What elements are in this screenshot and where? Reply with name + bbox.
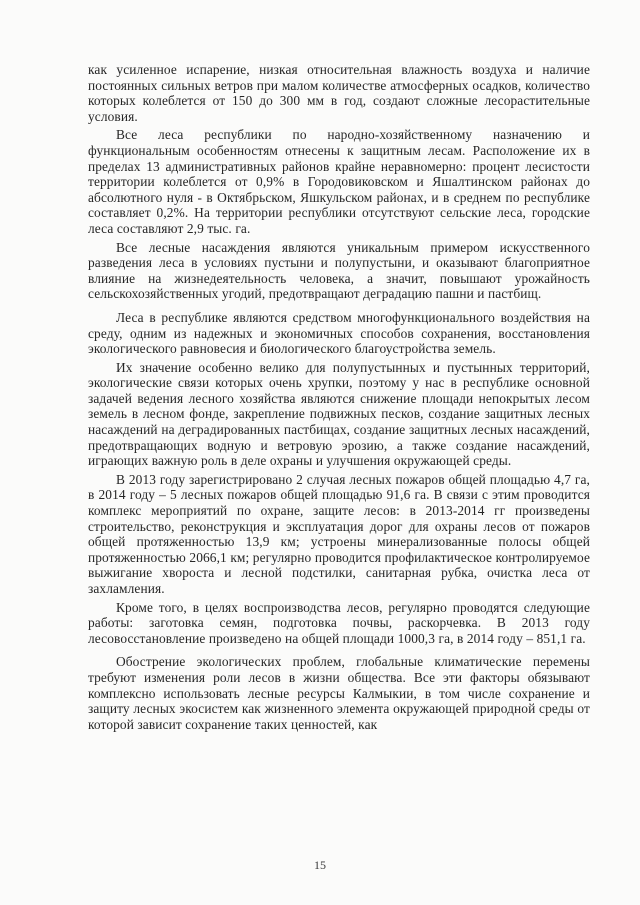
paragraph-3: Все лесные насаждения являются уникальным примером искусственного разведения леса в условиях пустыни и полупустыни, и оказывают благоприятное влияние на жизнедеятельность человека, а значит, повышают урожайность сельскохозяйственных угодий, предотвращают деградацию пашни и пастбищ. <box>88 239 590 302</box>
paragraph-6: В 2013 году зарегистрировано 2 случая лесных пожаров общей площадью 4,7 га, в 2014 году – 5 лесных пожаров общей площадью 91,6 га. В связи с этим проводится комплекс мероприятий по охране, защите лесов: в 2013-2014 гг произведены строительство, реконструкция и эксплуатация дорог для охраны лесов от пожаров общей протяженностью 13,9 км; устроены минерализованные полосы общей протяженностью 2066,1 км; регулярно проводится профилактическое контролируемое выжигание хвороста и лесной подстилки, санитарная рубка, очистка леса от захламления. <box>88 471 590 596</box>
paragraph-4: Леса в республике являются средством многофункционального воздействия на среду, одним из надежных и экономичных способов сохранения, восстановления экологического равновесия и биологического благоустройства земель. <box>88 309 590 357</box>
paragraph-5: Их значение особенно велико для полупустынных и пустынных территорий, экологические связи которых очень хрупки, поэтому у нас в республике основной задачей ведения лесного хозяйства являются снижение площади непокрытых лесом земель в лесном фонде, закрепление подвижных песков, создание защитных лесных насаждений на деградированных пастбищах, создание защитных лесных насаждений, предотвращающих водную и ветровую эрозию, а также создание насаждений, играющих важную роль в деле охраны и улучшения окружающей среды. <box>88 359 590 469</box>
paragraph-2: Все леса республики по народно-хозяйственному назначению и функциональным особенностям отнесены к защитным лесам. Расположение их в пределах 13 административных районов крайне неравномерно: процент лесистости территории колеблется от 0,9% в Городовиковском и Яшалтинском районах до абсолютного нуля - в Октябрьском, Яшкульском районах, и в среднем по республике составляет 0,2%. На территории республики отсутствуют сельские леса, городские леса составляют 2,9 тыс. га. <box>88 127 590 236</box>
body-text <box>88 62 590 735</box>
paragraph-1: как усиленное испарение, низкая относительная влажность воздуха и наличие постоянных сильных ветров при малом количестве атмосферных осадков, количество которых колеблется от 150 до 300 мм в год, создают сложные лесорастительные условия. <box>88 62 590 124</box>
page-number: 15 <box>314 858 326 872</box>
paragraph-7: Кроме того, в целях воспроизводства лесов, регулярно проводятся следующие работы: заготовка семян, подготовка почвы, раскорчевка. В 2013 году лесовосстановление произведено на общей площади 1000,3 га, в 2014 году – 851,1 га. <box>88 599 590 646</box>
paragraph-8: Обострение экологических проблем, глобальные климатические перемены требуют изменения роли лесов в жизни общества. Все эти факторы обязывают комплексно использовать лесные ресурсы Калмыкии, в том числе сохранение и защиту лесных экосистем как жизненного элемента окружающей природной среды от которой зависит сохранение таких ценностей, как <box>88 654 590 732</box>
